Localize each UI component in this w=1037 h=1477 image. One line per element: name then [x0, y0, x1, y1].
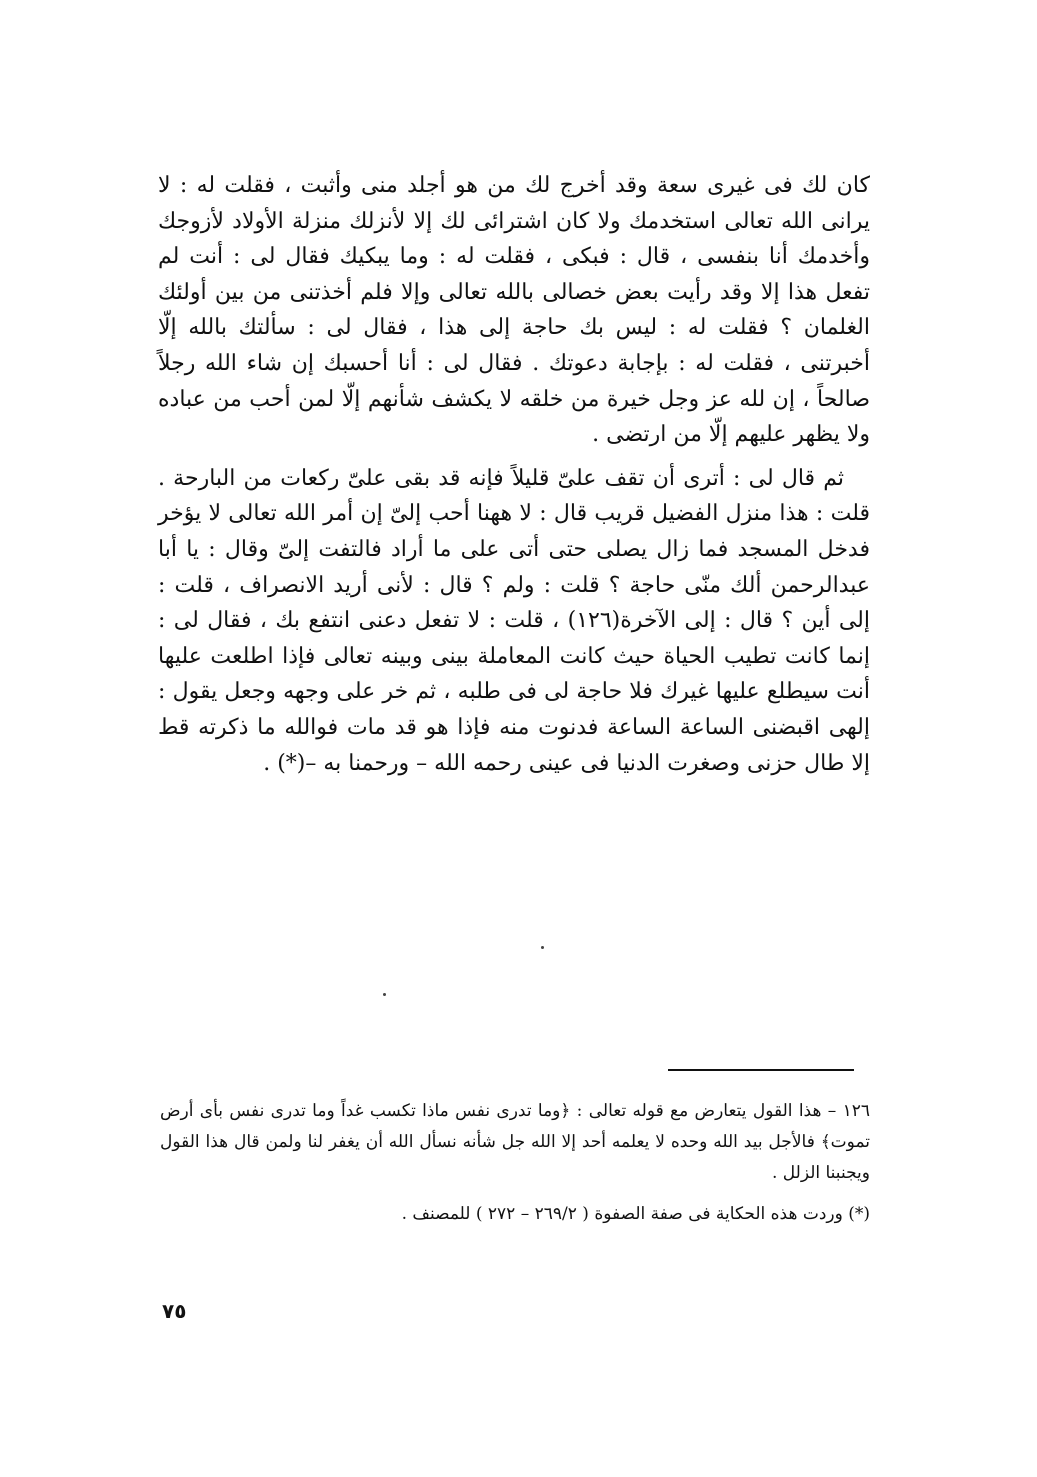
- scan-speck: [541, 946, 544, 949]
- scan-speck: [383, 993, 386, 996]
- paragraph-2: ثم قال لى : أترى أن تقف علىّ قليلاً فإنه قد بقى علىّ ركعات من البارحة . قلت : هذا منزل الفضيل قريب قال : لا ههنا أحب إلىّ إن أمر الله تعالى لا يؤخر فدخل المسجد فما زال يصلى حتى أتى على ما أراد فالتفت إلىّ وقال : يا أبا عبدالرحمن ألك منّى حاجة ؟ قلت : ولم ؟ قال : لأنى أريد الانصراف ، قلت : إلى أين ؟ قال : إلى الآخرة(١٢٦) ، قلت : لا تفعل دعنى انتفع بك ، فقال لى : إنما كانت تطيب الحياة حيث كانت المعاملة بينى وبينه تعالى فإذا اطلعت عليها أنت سيطلع عليها غيرك فلا حاجة لى فى طلبه ، ثم خر على وجهه وجعل يقول : إلهى اقبضنى الساعة الساعة فدنوت منه فإذا هو قد مات فوالله ما ذكرته قط إلا طال حزنى وصغرت الدنيا فى عينى رحمه الله – ورحمنا به –(*) .: [158, 465, 870, 776]
- footnote-star: (*) وردت هذه الحكاية فى صفة الصفوة ( ٢٦٩/٢ – ٢٧٢ ) للمصنف .: [401, 1204, 870, 1224]
- footnotes: [160, 1096, 870, 1230]
- main-text: [158, 168, 870, 781]
- footnote-divider: [668, 1069, 854, 1071]
- paragraph-1: كان لك فى غيرى سعة وقد أخرج لك من هو أجلد منى وأثبت ، فقلت له : لا يرانى الله تعالى استخدمك ولا كان اشترائى لك إلا لأنزلك منزلة الأولاد لأزوجك وأخدمك أنا بنفسى ، قال : فبكى ، فقلت له : وما يبكيك فقال لى : أنت لم تفعل هذا إلا وقد رأيت بعض خصالى بالله تعالى وإلا فلم أخذتنى من بين أولئك الغلمان ؟ فقلت له : ليس بك حاجة إلى هذا ، فقال لى : سألتك بالله إلّا أخبرتنى ، فقلت له : بإجابة دعوتك . فقال لى : أنا أحسبك إن شاء الله رجلاً صالحاً ، إن لله عز وجل خيرة من خلقه لا يكشف شأنهم إلّا لمن أحب من عباده ولا يظهر عليهم إلّا من ارتضى .: [158, 173, 870, 448]
- footnote-126: ١٢٦ – هذا القول يتعارض مع قوله تعالى : ﴿وما تدرى نفس ماذا تكسب غداً وما تدرى نفس بأى أرض تموت﴾ فالأجل بيد الله وحده لا يعلمه أحد إلا الله جل شأنه نسأل الله أن يغفر لنا ولمن قال هذا القول ويجنبنا الزلل .: [160, 1101, 870, 1183]
- page-number: ٧٥: [162, 1299, 187, 1323]
